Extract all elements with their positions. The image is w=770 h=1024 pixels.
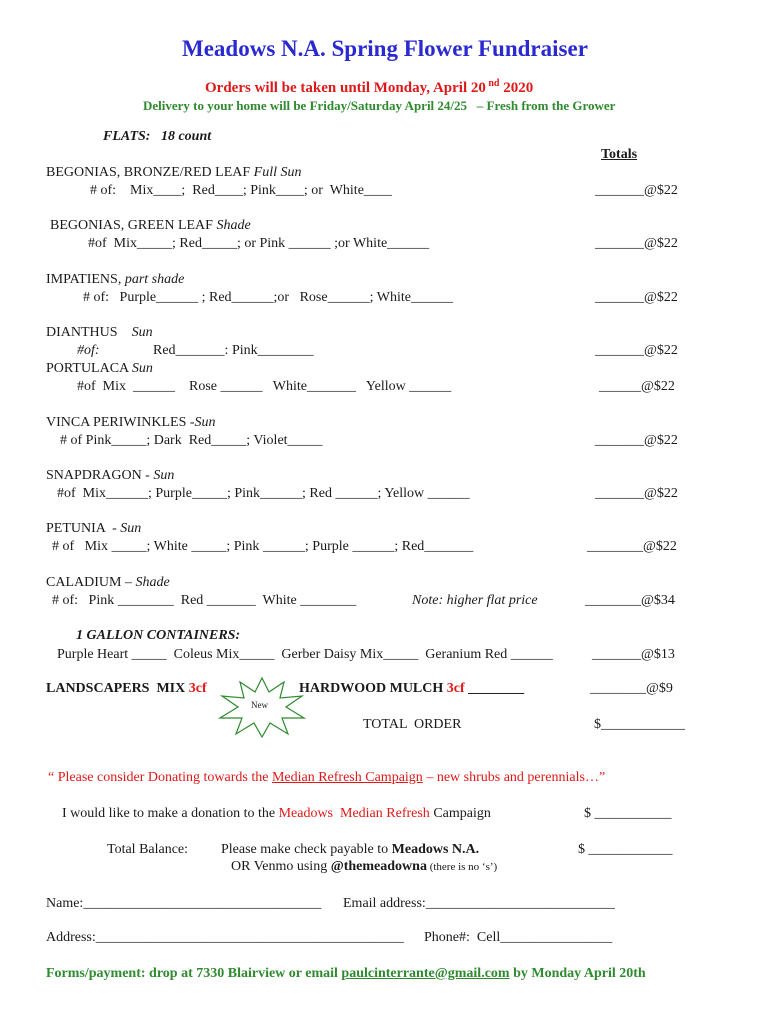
dianthus-total: _______@$22 (595, 343, 678, 358)
begonia-bronze-options: # of: Mix____; Red____; Pink____; or White____ (90, 183, 392, 198)
total-balance-label: Total Balance: (107, 842, 189, 857)
snapdragon-title: SNAPDRAGON - Sun (46, 468, 175, 483)
venmo-line: OR Venmo using @themeadowna (there is no ‘s’) (231, 859, 498, 874)
median-refresh-link[interactable]: Median Refresh Campaign (271, 770, 423, 785)
donation-appeal: “ Please consider Donating towards the Median Refresh Campaign – new shrubs and perennials…” (48, 770, 606, 785)
petunia-options: # of Mix _____; White _____; Pink ______; Purple ______; Red_______ (52, 539, 474, 554)
phone-field[interactable]: Phone#: Cell________________ (424, 930, 613, 945)
name-field[interactable]: Name:__________________________________ (46, 896, 322, 911)
total-order-label: TOTAL ORDER (363, 717, 462, 732)
donation-amount-field[interactable]: $ ___________ (584, 806, 672, 821)
order-deadline: Orders will be taken until Monday, April 20 $^{nd}$ 2020 (205, 78, 534, 96)
vinca-total: _______@$22 (595, 433, 678, 448)
impatiens-title: IMPATIENS, part shade (46, 272, 185, 287)
gallon-total: _______@$13 (592, 647, 675, 662)
total-order-value: $____________ (594, 717, 685, 732)
begonia-bronze-title: BEGONIAS, BRONZE/RED LEAF Full Sun (46, 165, 302, 180)
impatiens-options: # of: Purple______ ; Red______;or Rose______; White______ (83, 290, 453, 305)
dianthus-of-label: #of: (77, 343, 100, 358)
vinca-options: # of Pink_____; Dark Red_____; Violet_____ (60, 433, 323, 448)
dianthus-options: Red_______: Pink________ (153, 343, 314, 358)
begonia-green-title: BEGONIAS, GREEN LEAF Shade (50, 218, 251, 233)
totals-label: Totals (601, 147, 638, 162)
dianthus-title: DIANTHUS Sun (46, 325, 153, 340)
begonia-green-options: #of Mix_____; Red_____; or Pink ______ ;or White______ (88, 236, 430, 251)
caladium-title: CALADIUM – Shade (46, 575, 170, 590)
delivery-note: Delivery to your home will be Friday/Saturday April 24/25 – Fresh from the Grower (143, 98, 616, 113)
total-balance-field[interactable]: $ ____________ (578, 842, 673, 857)
petunia-title: PETUNIA - Sun (46, 521, 142, 536)
vinca-title: VINCA PERIWINKLES -Sun (46, 415, 216, 430)
gallon-options: Purple Heart _____ Coleus Mix_____ Gerber Daisy Mix_____ Geranium Red ______ (57, 647, 553, 662)
petunia-total: ________@$22 (587, 539, 677, 554)
mulch-total: ________@$9 (590, 681, 673, 696)
begonia-green-total: _______@$22 (595, 236, 678, 251)
portulaca-total: ______@$22 (599, 379, 675, 394)
caladium-options: # of: Pink ________ Red _______ White ________ (52, 593, 357, 608)
mulch-label: HARDWOOD MULCH 3cf ________ (299, 681, 525, 696)
begonia-bronze-total: _______@$22 (595, 183, 678, 198)
snapdragon-total: _______@$22 (595, 486, 678, 501)
caladium-total: ________@$34 (585, 593, 675, 608)
check-payable-line: Please make check payable to Meadows N.A. (221, 842, 480, 857)
portulaca-options: #of Mix ______ Rose ______ White_______ Yellow ______ (77, 379, 452, 394)
portulaca-title: PORTULACA Sun (46, 361, 153, 376)
footer-instructions: Forms/payment: drop at 7330 Blairview or email paulcinterrante@gmail.com by Monday April 20th (46, 966, 646, 981)
landscapers-mix-label: LANDSCAPERS MIX 3cf (46, 681, 207, 696)
impatiens-total: _______@$22 (595, 290, 678, 305)
new-badge-label: New (251, 700, 268, 710)
gallon-label: 1 GALLON CONTAINERS: (76, 628, 241, 643)
page-title: Meadows N.A. Spring Flower Fundraiser (182, 36, 588, 61)
donation-line: I would like to make a donation to the Meadows Median Refresh Campaign (62, 806, 491, 821)
caladium-price-note: Note: higher flat price (412, 593, 538, 608)
address-field[interactable]: Address:____________________________________________ (46, 930, 404, 945)
email-field[interactable]: Email address:___________________________ (343, 896, 615, 911)
snapdragon-options: #of Mix______; Purple_____; Pink______; Red ______; Yellow ______ (57, 486, 470, 501)
contact-email-link[interactable]: paulcinterrante@gmail.com (341, 966, 510, 981)
flats-label: FLATS: 18 count (103, 129, 212, 144)
